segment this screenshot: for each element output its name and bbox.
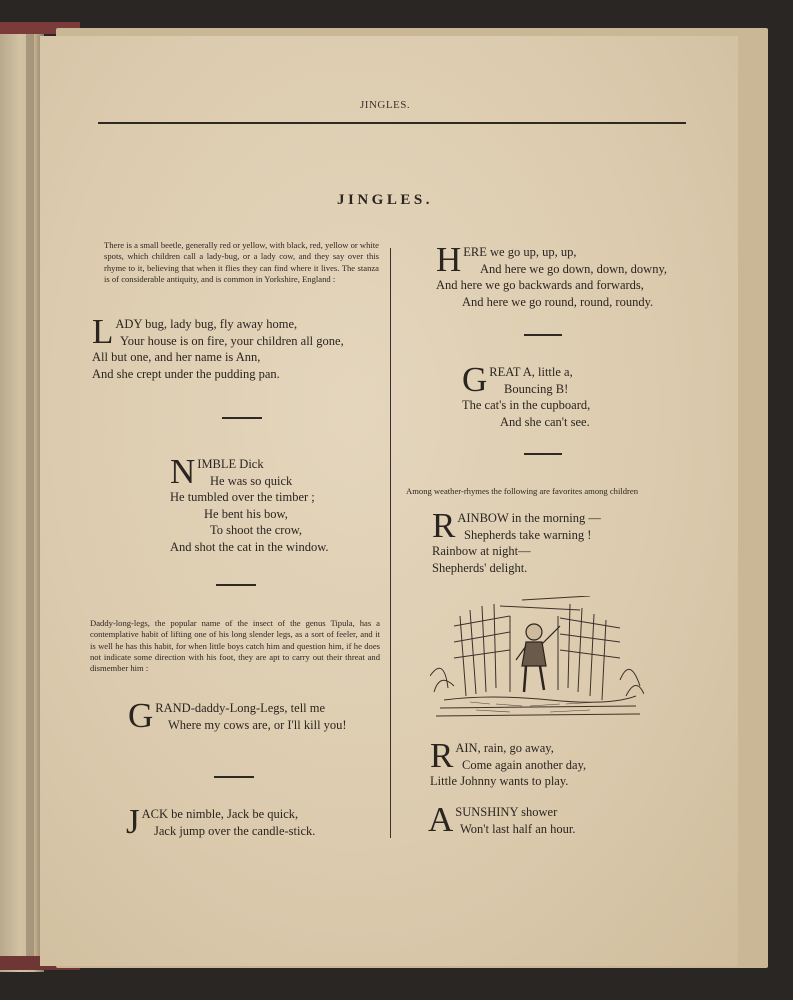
- running-head: JINGLES.: [360, 99, 411, 111]
- drop-cap: A: [428, 800, 454, 839]
- intro-ladybug: There is a small beetle, generally red or yellow, with black, red, yellow or white spots, which children call a lady-bug, or a lady cow, and they say over this rhyme to it, believing that when it flies they can find where it lives. The stanza is of considerable antiquity, and is common in Yorkshire, England :: [104, 240, 379, 284]
- verse-line: Jack jump over the candle-stick.: [154, 823, 316, 838]
- header-rule: [98, 122, 686, 124]
- verse-rain: [430, 736, 690, 790]
- drop-cap: R: [430, 736, 454, 775]
- verse-line: And she can't see.: [500, 414, 590, 429]
- boy-at-gate-illustration: [430, 596, 644, 724]
- intro-daddy-long-legs: Daddy-long-legs, the popular name of the insect of the genus Tipula, has a contemplative habit of lifting one of his long slender legs, as a sort of feeler, and it is well he has this habit, for when little boys catch him and question him, if he does not indicate some direction with his foot, they are apt to carry out their threat and dismember him :: [90, 618, 380, 674]
- left-page-edge: [0, 22, 44, 972]
- verse-rainbow: [432, 506, 692, 576]
- verse-line: Rainbow at night—: [432, 544, 531, 559]
- verse-nimble: [170, 452, 380, 556]
- verse-line: Bouncing B!: [504, 381, 569, 396]
- drop-cap: R: [432, 506, 456, 545]
- page-gutter-shadow: [26, 30, 34, 970]
- book-page: [40, 36, 738, 966]
- drop-cap: L: [92, 312, 114, 351]
- verse-line: And she crept under the pudding pan.: [92, 366, 280, 381]
- verse-first-line: REAT A, little a,: [489, 365, 573, 379]
- separator-rule: [524, 334, 562, 336]
- verse-line: And shot the cat in the window.: [170, 539, 329, 554]
- drop-cap: G: [462, 360, 488, 399]
- verse-line: And here we go backwards and forwards,: [436, 278, 644, 293]
- verse-line: Come again another day,: [462, 757, 587, 772]
- drop-cap: G: [128, 696, 154, 735]
- verse-first-line: SUNSHINY shower: [455, 805, 558, 819]
- drop-cap: J: [126, 802, 140, 841]
- verse-line: And here we go down, down, downy,: [480, 261, 668, 276]
- verse-line: He tumbled over the timber ;: [170, 490, 315, 505]
- verse-line: To shoot the crow,: [210, 523, 303, 538]
- page-title: JINGLES.: [337, 192, 433, 208]
- column-divider: [390, 248, 391, 838]
- verse-line: Shepherds take warning !: [464, 527, 592, 542]
- verse-first-line: RAND-daddy-Long-Legs, tell me: [155, 701, 326, 715]
- verse-line: Won't last half an hour.: [460, 821, 576, 836]
- separator-rule: [214, 776, 254, 778]
- verse-first-line: AINBOW in the morning —: [457, 511, 601, 525]
- verse-line: Shepherds' delight.: [432, 560, 528, 575]
- verse-ladybug: [92, 312, 382, 382]
- verse-granddaddy: [128, 696, 388, 735]
- verse-jack: [126, 802, 386, 841]
- verse-first-line: IMBLE Dick: [197, 457, 264, 471]
- verse-first-line: ERE we go up, up, up,: [463, 245, 577, 259]
- verse-here-we-go: [436, 240, 716, 310]
- verse-line: And here we go round, round, roundy.: [462, 294, 654, 309]
- verse-line: Where my cows are, or I'll kill you!: [168, 717, 347, 732]
- verse-line: All but one, and her name is Ann,: [92, 350, 261, 365]
- separator-rule: [216, 584, 256, 586]
- verse-line: Little Johnny wants to play.: [430, 774, 569, 789]
- verse-first-line: ADY bug, lady bug, fly away home,: [115, 317, 298, 331]
- separator-rule: [222, 417, 262, 419]
- drop-cap: H: [436, 240, 462, 279]
- verse-great-a: [462, 360, 682, 430]
- weather-note: Among weather-rhymes the following are favorites among children: [406, 486, 639, 496]
- verse-first-line: AIN, rain, go away,: [455, 741, 554, 755]
- separator-rule: [524, 453, 562, 455]
- verse-line: Your house is on fire, your children all gone,: [120, 333, 344, 348]
- verse-line: He bent his bow,: [204, 506, 288, 521]
- verse-sunshiny: [428, 800, 688, 839]
- verse-line: He was so quick: [210, 473, 293, 488]
- verse-first-line: ACK be nimble, Jack be quick,: [141, 807, 299, 821]
- drop-cap: N: [170, 452, 196, 491]
- verse-line: The cat's in the cupboard,: [462, 398, 591, 413]
